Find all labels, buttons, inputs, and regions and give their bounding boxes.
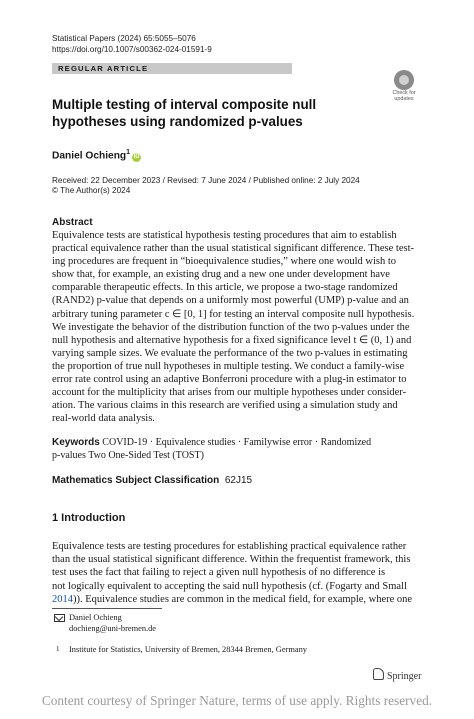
article-title: Multiple testing of interval composite null hypotheses using randomized p-values — [52, 97, 317, 129]
copyright-notice: © The Author(s) 2024 — [52, 186, 131, 195]
doi-link[interactable]: https://doi.org/10.1007/s00362-024-01591-9 — [52, 45, 212, 54]
abstract-line: real-world data analysis. — [52, 413, 155, 425]
corresponding-author-email[interactable]: dochieng@uni-bremen.de — [69, 624, 157, 633]
abstract-heading: Abstract — [52, 217, 93, 228]
springer-logo: Springer — [373, 668, 421, 683]
section-heading-introduction: 1 Introduction — [52, 512, 126, 524]
check-updates-text: Check for updates — [392, 90, 416, 102]
abstract-line: arbitrary tuning parameter c ∈ [0, 1] for testing an interval composite null hypothesis. — [52, 308, 415, 320]
intro-line: than the usual statistical significant difference. Within the frequentist framework, this — [52, 554, 411, 566]
abstract-line: Equivalence tests are statistical hypothesis testing procedures that aim to establish — [52, 230, 397, 241]
keywords-label: Keywords — [52, 437, 100, 448]
footnote-divider — [52, 608, 162, 609]
orcid-icon[interactable]: iD — [133, 154, 140, 161]
keywords — [52, 436, 420, 463]
abstract-line: the proportion of true null hypotheses in multiple testing. We conduct a family-wise — [52, 360, 405, 372]
intro-line: Equivalence tests are testing procedures for establishing practical equivalence rather — [52, 541, 407, 552]
author-name[interactable]: Daniel Ochieng — [52, 150, 127, 162]
article-dates: Received: 22 December 2023 / Revised: 7 June 2024 / Published online: 2 July 2024 — [52, 176, 360, 185]
intro-line: test uses the fact that failing to reject a given null hypothesis of no difference is — [52, 567, 386, 579]
author-line — [52, 146, 141, 163]
abstract-line: (RAND2) p-value that depends on a uniformly most powerful (UMP) p-value and an — [52, 295, 409, 307]
author-affiliation-marker: 1 — [126, 149, 131, 156]
abstract-line: null hypothesis and alternative hypothesis for a fixed significance level t ∈ (0, 1) and — [52, 334, 412, 346]
check-updates-icon — [394, 70, 414, 90]
springer-horse-icon — [373, 668, 384, 680]
corresponding-author-name: Daniel Ochieng — [69, 613, 122, 622]
abstract-line: ation. The various claims in this research are verified using a simulation study and — [52, 400, 398, 412]
affiliation-number: 1 — [56, 645, 60, 653]
abstract-body — [52, 229, 420, 425]
journal-header — [52, 33, 212, 55]
citation-link[interactable]: 2014 — [52, 593, 73, 605]
abstract-line: practical equivalence rather than the usual statistical significant difference. These test- — [52, 243, 414, 255]
msc-value: 62J15 — [224, 475, 253, 486]
msc-label: Mathematics Subject Classification — [52, 475, 220, 486]
check-for-updates-button[interactable] — [389, 70, 419, 100]
keywords-list-continued: p-values Two One-Sided Test (TOST) — [52, 450, 204, 462]
abstract-line: comparable therapeutic effects. In this article, we propose a two-stage randomized — [52, 282, 398, 294]
envelope-icon — [54, 614, 65, 622]
article-type-label: REGULAR ARTICLE — [58, 63, 149, 73]
keywords-list: COVID-19 · Equivalence studies · Familywise error · Randomized — [102, 437, 372, 448]
abstract-line: ing procedures are frequent in “bioequivalence studies,” where one would wish to — [52, 256, 397, 268]
abstract-line: We investigate the behavior of the distribution function of the two p-values under the — [52, 321, 410, 333]
journal-citation: Statistical Papers (2024) 65:5055–5076 — [52, 34, 196, 43]
copyright-watermark: Content courtesy of Springer Nature, terms of use apply. Rights reserved. — [41, 693, 433, 708]
introduction-body — [52, 540, 420, 606]
abstract-line: error rate control using an adaptive Bonferroni procedure with a plug-in estimator to — [52, 374, 407, 386]
affiliation-text: Institute for Statistics, University of Bremen, 28344 Bremen, Germany — [69, 645, 307, 654]
intro-line: 2014)). Equivalence studies are common in the medical field, for example, where one — [52, 593, 413, 605]
math-subject-classification — [52, 474, 252, 487]
abstract-line: varying sample sizes. We evaluate the performance of the two p-values in estimating — [52, 347, 408, 359]
abstract-line: account for the multiplicity that arises from our multiple hypotheses under consider- — [52, 387, 407, 399]
intro-line: not logically equivalent to accepting the said null hypothesis (cf. (Fogarty and Small — [52, 580, 407, 592]
abstract-line: show that, for example, an existing drug and a new one under development have — [52, 269, 390, 281]
